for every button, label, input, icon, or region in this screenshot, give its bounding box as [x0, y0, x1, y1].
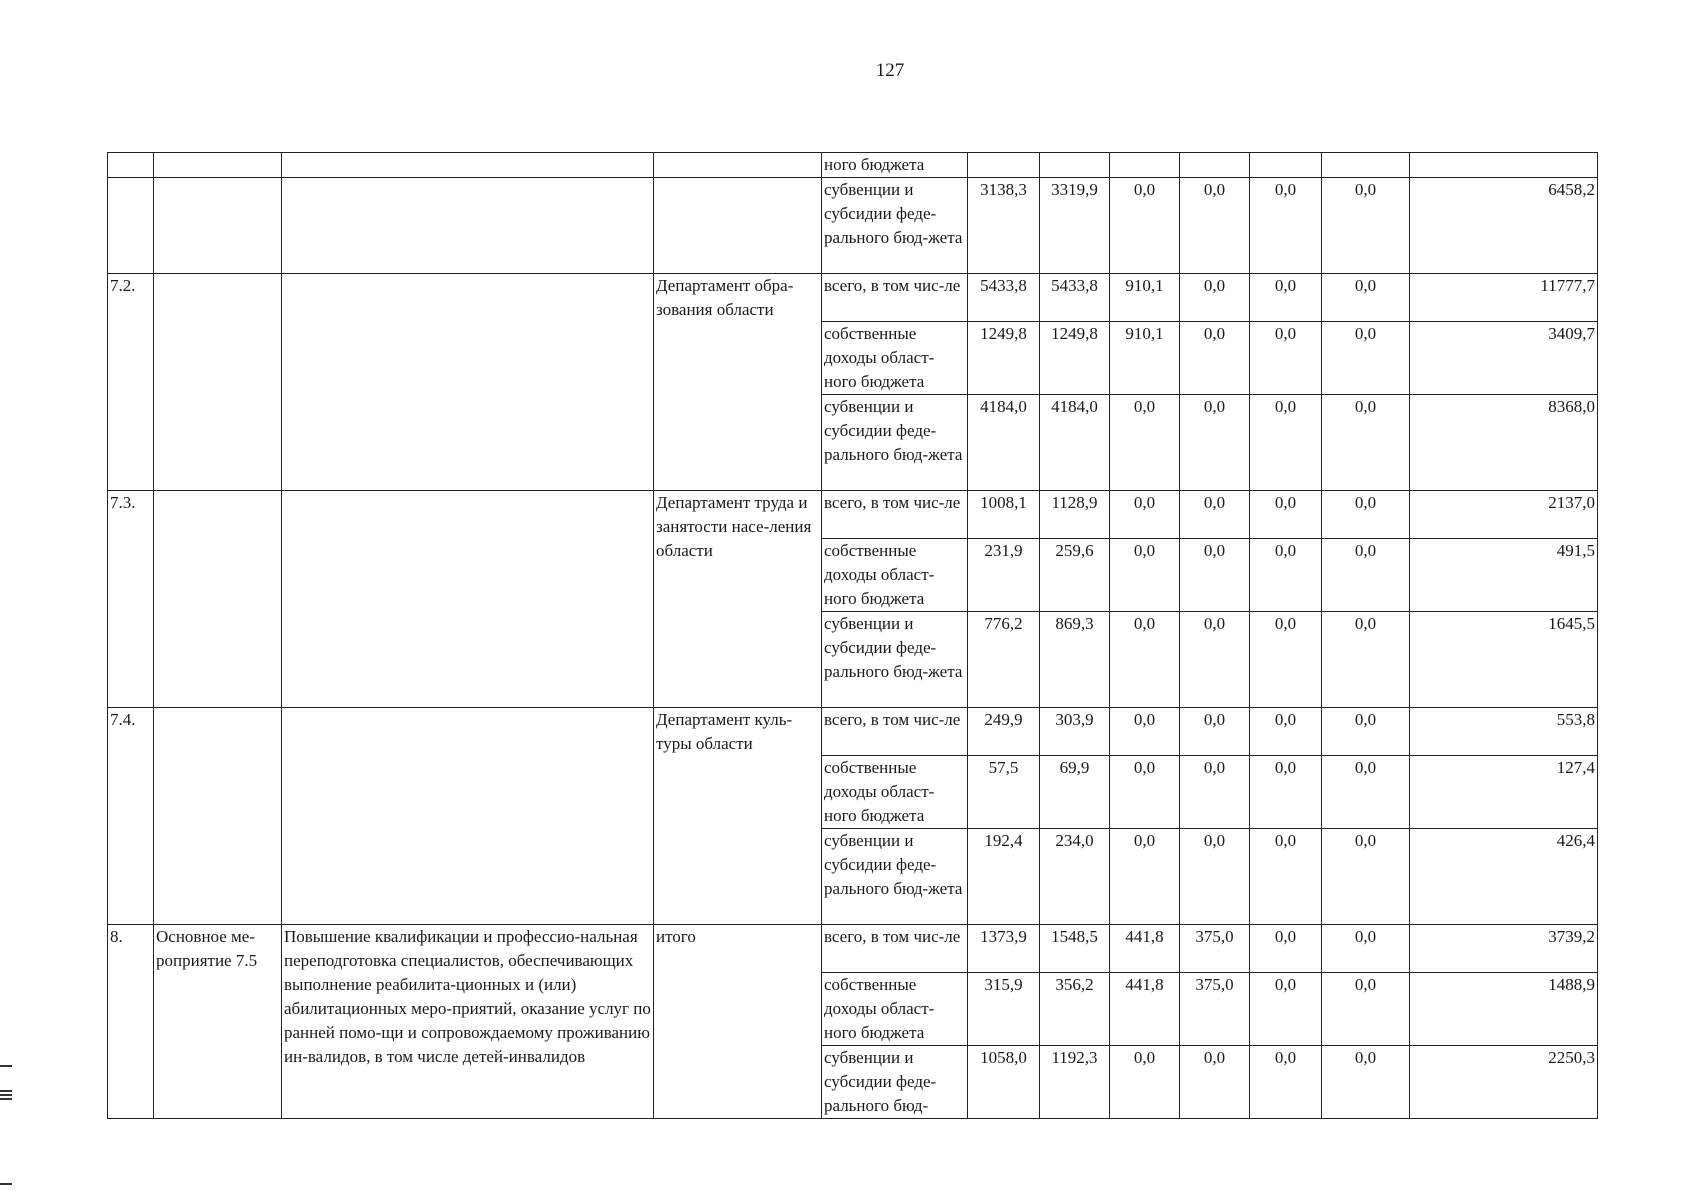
cell-value: 315,9	[968, 973, 1040, 1046]
cell-value: 0,0	[1250, 756, 1322, 829]
cell-value: 0,0	[1180, 322, 1250, 395]
cell-value: 375,0	[1180, 925, 1250, 973]
cell-value: 0,0	[1250, 395, 1322, 491]
cell-value: 0,0	[1322, 973, 1410, 1046]
cell-value: 0,0	[1250, 491, 1322, 539]
cell-value: 249,9	[968, 708, 1040, 756]
cell-value: 0,0	[1110, 491, 1180, 539]
cell-event	[154, 274, 282, 491]
cell-source: всего, в том чис-ле	[822, 708, 968, 756]
table-row	[108, 153, 1598, 178]
cell-value: 0,0	[1322, 829, 1410, 925]
cell-value	[1250, 153, 1322, 178]
cell-value: 0,0	[1322, 708, 1410, 756]
cell-value: 57,5	[968, 756, 1040, 829]
cell-no	[108, 178, 154, 274]
cell-source: всего, в том чис-ле	[822, 925, 968, 973]
cell-value: 0,0	[1322, 322, 1410, 395]
cell-no	[108, 153, 154, 178]
cell-total: 491,5	[1410, 539, 1598, 612]
budget-table	[107, 152, 1598, 1119]
cell-value: 1373,9	[968, 925, 1040, 973]
cell-value: 0,0	[1180, 491, 1250, 539]
cell-value: 0,0	[1180, 612, 1250, 708]
cell-source: субвенции и субсидии феде-рального бюд-жета	[822, 178, 968, 274]
cell-value: 869,3	[1040, 612, 1110, 708]
cell-value: 0,0	[1110, 708, 1180, 756]
cell-executor: итого	[654, 925, 822, 1119]
cell-value: 0,0	[1250, 539, 1322, 612]
cell-value: 1058,0	[968, 1046, 1040, 1119]
cell-total: 1488,9	[1410, 973, 1598, 1046]
cell-value: 0,0	[1110, 539, 1180, 612]
cell-value: 0,0	[1110, 1046, 1180, 1119]
cell-source: всего, в том чис-ле	[822, 274, 968, 322]
cell-value: 1128,9	[1040, 491, 1110, 539]
cell-total: 3739,2	[1410, 925, 1598, 973]
cell-total: 3409,7	[1410, 322, 1598, 395]
cell-value	[1110, 153, 1180, 178]
cell-value: 1008,1	[968, 491, 1040, 539]
cell-value: 1192,3	[1040, 1046, 1110, 1119]
cell-no: 7.3.	[108, 491, 154, 708]
cell-value: 0,0	[1250, 973, 1322, 1046]
cell-description	[282, 274, 654, 491]
cell-value: 0,0	[1322, 539, 1410, 612]
cell-value	[1180, 153, 1250, 178]
cell-event	[154, 491, 282, 708]
cell-no: 7.4.	[108, 708, 154, 925]
cell-value: 0,0	[1322, 274, 1410, 322]
cell-value: 0,0	[1322, 178, 1410, 274]
cell-value: 0,0	[1110, 829, 1180, 925]
cell-value: 4184,0	[1040, 395, 1110, 491]
cell-value: 0,0	[1180, 756, 1250, 829]
cell-value: 0,0	[1322, 395, 1410, 491]
cell-source: субвенции и субсидии феде-рального бюд-	[822, 1046, 968, 1119]
table-row	[108, 708, 1598, 756]
cell-value: 0,0	[1180, 274, 1250, 322]
cell-source: субвенции и субсидии феде-рального бюд-жета	[822, 612, 968, 708]
cell-value: 1249,8	[1040, 322, 1110, 395]
cell-source: ного бюджета	[822, 153, 968, 178]
cell-total	[1410, 153, 1598, 178]
cell-value: 3319,9	[1040, 178, 1110, 274]
cell-total: 553,8	[1410, 708, 1598, 756]
cell-value: 0,0	[1180, 708, 1250, 756]
cell-value: 0,0	[1110, 178, 1180, 274]
cell-executor: Департамент обра-зования области	[654, 274, 822, 491]
cell-value: 0,0	[1322, 612, 1410, 708]
table-row	[108, 491, 1598, 539]
cell-description	[282, 178, 654, 274]
cell-value: 303,9	[1040, 708, 1110, 756]
cell-value: 5433,8	[968, 274, 1040, 322]
cell-value: 0,0	[1180, 539, 1250, 612]
cell-value: 441,8	[1110, 925, 1180, 973]
cell-executor	[654, 178, 822, 274]
table-row	[108, 274, 1598, 322]
cell-event	[154, 708, 282, 925]
cell-value: 0,0	[1180, 829, 1250, 925]
cell-value: 0,0	[1322, 925, 1410, 973]
cell-value: 441,8	[1110, 973, 1180, 1046]
cell-source: субвенции и субсидии феде-рального бюд-жета	[822, 395, 968, 491]
cell-value: 3138,3	[968, 178, 1040, 274]
cell-total: 2137,0	[1410, 491, 1598, 539]
cell-value: 0,0	[1110, 612, 1180, 708]
cell-source: собственные доходы област-ного бюджета	[822, 973, 968, 1046]
cell-value	[1040, 153, 1110, 178]
cell-value	[968, 153, 1040, 178]
cell-source: собственные доходы област-ного бюджета	[822, 539, 968, 612]
cell-event	[154, 153, 282, 178]
table-row	[108, 925, 1598, 973]
cell-value: 231,9	[968, 539, 1040, 612]
cell-description	[282, 708, 654, 925]
cell-value: 910,1	[1110, 322, 1180, 395]
cell-value: 0,0	[1250, 178, 1322, 274]
cell-value: 375,0	[1180, 973, 1250, 1046]
page-number: 127	[875, 60, 905, 81]
cell-value: 0,0	[1250, 322, 1322, 395]
cell-source: всего, в том чис-ле	[822, 491, 968, 539]
cell-value: 0,0	[1322, 1046, 1410, 1119]
cell-value: 910,1	[1110, 274, 1180, 322]
cell-value: 0,0	[1322, 491, 1410, 539]
cell-value: 1249,8	[968, 322, 1040, 395]
cell-description	[282, 153, 654, 178]
cell-value: 5433,8	[1040, 274, 1110, 322]
cell-source: собственные доходы област-ного бюджета	[822, 322, 968, 395]
cell-value: 356,2	[1040, 973, 1110, 1046]
cell-event: Основное ме-роприятие 7.5	[154, 925, 282, 1119]
scan-mark	[0, 1090, 12, 1100]
cell-value: 0,0	[1250, 925, 1322, 973]
cell-total: 11777,7	[1410, 274, 1598, 322]
cell-value: 0,0	[1250, 612, 1322, 708]
cell-value: 0,0	[1250, 274, 1322, 322]
cell-no: 7.2.	[108, 274, 154, 491]
scan-mark	[0, 1183, 12, 1185]
cell-description	[282, 491, 654, 708]
cell-description: Повышение квалификации и профессио-нальная переподготовка специалистов, обеспечивающих выполнение реабилита-ционных и (или) абилитационных меро-приятий, оказание услуг по ранней помо-щи и сопровождаемому проживанию ин-валидов, в том числе детей-инвалидов	[282, 925, 654, 1119]
cell-value: 0,0	[1250, 708, 1322, 756]
cell-value: 776,2	[968, 612, 1040, 708]
cell-source: субвенции и субсидии феде-рального бюд-жета	[822, 829, 968, 925]
cell-value: 1548,5	[1040, 925, 1110, 973]
cell-value: 0,0	[1180, 395, 1250, 491]
cell-total: 6458,2	[1410, 178, 1598, 274]
cell-value: 4184,0	[968, 395, 1040, 491]
cell-event	[154, 178, 282, 274]
cell-value: 0,0	[1250, 1046, 1322, 1119]
cell-value: 0,0	[1110, 395, 1180, 491]
cell-value: 0,0	[1322, 756, 1410, 829]
cell-total: 2250,3	[1410, 1046, 1598, 1119]
scan-mark	[0, 1065, 12, 1067]
cell-no: 8.	[108, 925, 154, 1119]
cell-value: 0,0	[1110, 756, 1180, 829]
cell-total: 8368,0	[1410, 395, 1598, 491]
cell-value: 0,0	[1180, 178, 1250, 274]
cell-value: 0,0	[1250, 829, 1322, 925]
cell-executor: Департамент куль-туры области	[654, 708, 822, 925]
cell-value: 259,6	[1040, 539, 1110, 612]
cell-executor	[654, 153, 822, 178]
cell-value	[1322, 153, 1410, 178]
cell-executor: Департамент труда и занятости насе-ления области	[654, 491, 822, 708]
table-row	[108, 178, 1598, 274]
cell-value: 192,4	[968, 829, 1040, 925]
cell-value: 69,9	[1040, 756, 1110, 829]
cell-value: 234,0	[1040, 829, 1110, 925]
cell-total: 426,4	[1410, 829, 1598, 925]
cell-total: 1645,5	[1410, 612, 1598, 708]
cell-value: 0,0	[1180, 1046, 1250, 1119]
cell-source: собственные доходы област-ного бюджета	[822, 756, 968, 829]
cell-total: 127,4	[1410, 756, 1598, 829]
